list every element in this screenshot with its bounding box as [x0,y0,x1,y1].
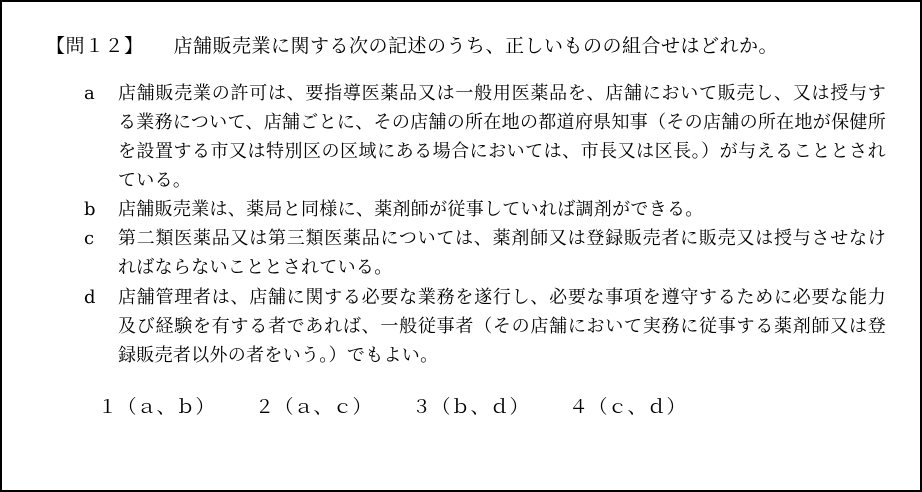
answer-option-1: １（ａ、ｂ） [98,396,216,419]
question-statement: 店舗販売業に関する次の記述のうち、正しいものの組合せはどれか。 [173,35,779,57]
answer-option-4: ４（ｃ、ｄ） [569,396,687,419]
choice-text-a: 店舗販売業の許可は、要指導医薬品又は一般用医薬品を、店舗において販売し、又は授与する業務について、店舗ごとに、その店舗の所在地の都道府県知事（その店舗の所在地が保健所を設置する市又は特別区の区域にある場合においては、市長又は区長。）が与えることとされている。 [118,82,886,191]
document-body [2,2,920,490]
choice-list [84,79,886,371]
list-item [84,79,886,196]
choice-label-b: b [84,199,96,221]
choice-text-d: 店舗管理者は、店舗に関する必要な業務を遂行し、必要な事項を遵守するために必要な能力及び経験を有する者であれば、一般従事者（その店舗において実務に従事する薬剤師又は登録販売者以外の者をいう。）でもよい。 [118,286,886,366]
question-heading [46,32,886,61]
choice-label-d: d [84,286,96,308]
choice-text-b: 店舗販売業は、薬局と同様に、薬剤師が従事していれば調剤ができる。 [118,199,704,221]
choice-label-a: a [84,82,96,104]
list-item [84,224,886,282]
choice-label-c: c [84,228,95,250]
answer-options [98,392,886,419]
answer-option-2: ２（ａ、ｃ） [255,396,373,419]
answer-option-3: ３（ｂ、ｄ） [412,396,530,419]
list-item [84,283,886,370]
list-item [84,195,886,224]
choice-text-c: 第二類医薬品又は第三類医薬品については、薬剤師又は登録販売者に販売又は授与させなければならないこととされている。 [118,228,886,279]
question-number: 【問１２】 [46,35,144,57]
